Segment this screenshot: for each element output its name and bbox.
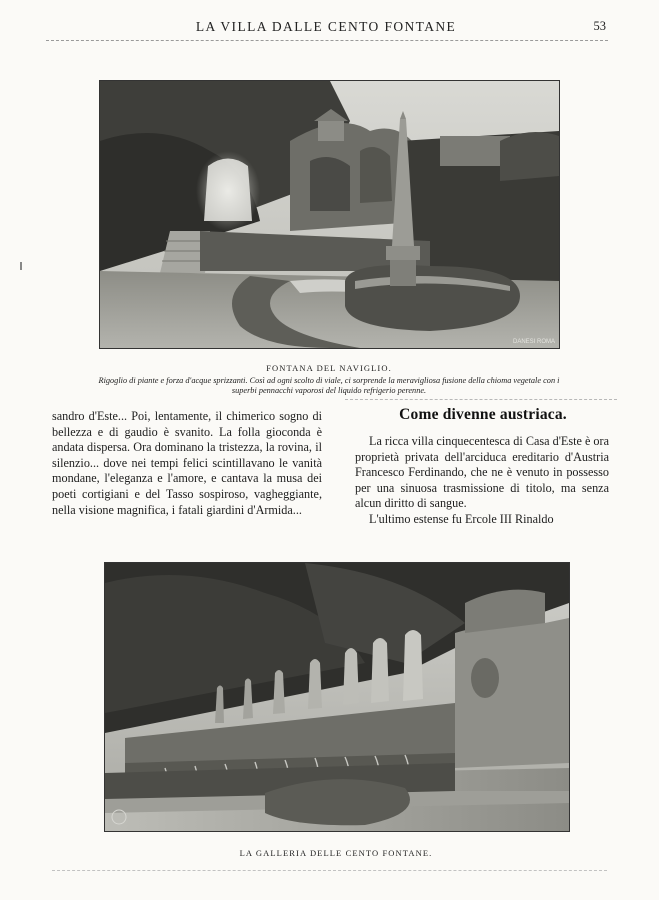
running-title: LA VILLA DALLE CENTO FONTANE	[195, 19, 457, 34]
photo-fontana-del-naviglio	[99, 80, 560, 349]
section-heading: Come divenne austriaca.	[399, 406, 567, 423]
page-number: 53	[593, 19, 606, 33]
photo-galleria-cento-fontane	[104, 562, 570, 832]
figure-bottom-title: LA GALLERIA DELLE CENTO FONTANE.	[239, 848, 433, 858]
right-column	[355, 434, 609, 528]
running-header	[46, 16, 606, 38]
figure-top-caption: Rigoglio di piante e forza d'acque sprizzanti. Così ad ogni scolto di viale, ci sorprende la meravigliosa fusione della chioma vegetale con i superbi pennacchi vaporosi del liquido refrigerio perenne.	[98, 376, 560, 395]
header-rule	[46, 40, 608, 41]
figure-top-title: FONTANA DEL NAVIGLIO.	[266, 363, 392, 373]
right-column-paragraph-2: L'ultimo estense fu Ercole III Rinaldo	[369, 511, 554, 526]
left-column-paragraph: sandro d'Este... Poi, lentamente, il chimerico sogno di bellezza e di gaudio è svanito. La folla gioconda è andata dispersa. Ora dominano la tristezza, la rovina, il silenzio... dove nei tempi felici scintillavano le vanità mondane, l'eleganza e l'amore, e cantava la musa dei poeti cortigiani e del Tasso sospiroso, vagheggiante, nella visione magnifica, i fatali giardini d'Armida...	[52, 409, 322, 517]
photo-credit: DANESI ROMA	[512, 339, 555, 345]
photo-fontana-illustration	[100, 81, 559, 348]
heading-rule	[345, 399, 617, 400]
bottom-rule	[52, 870, 607, 871]
left-column	[52, 409, 322, 518]
right-column-paragraph-1: La ricca villa cinquecentesca di Casa d'Este è ora proprietà privata dell'arciduca ereditario d'Austria Francesco Ferdinando, che ne è venuto in possesso per una sinuosa trasmissione di titolo, ma senza alcun diritto di sangue.	[355, 434, 609, 511]
photo-galleria-illustration	[105, 563, 569, 831]
margin-mark	[20, 262, 22, 270]
